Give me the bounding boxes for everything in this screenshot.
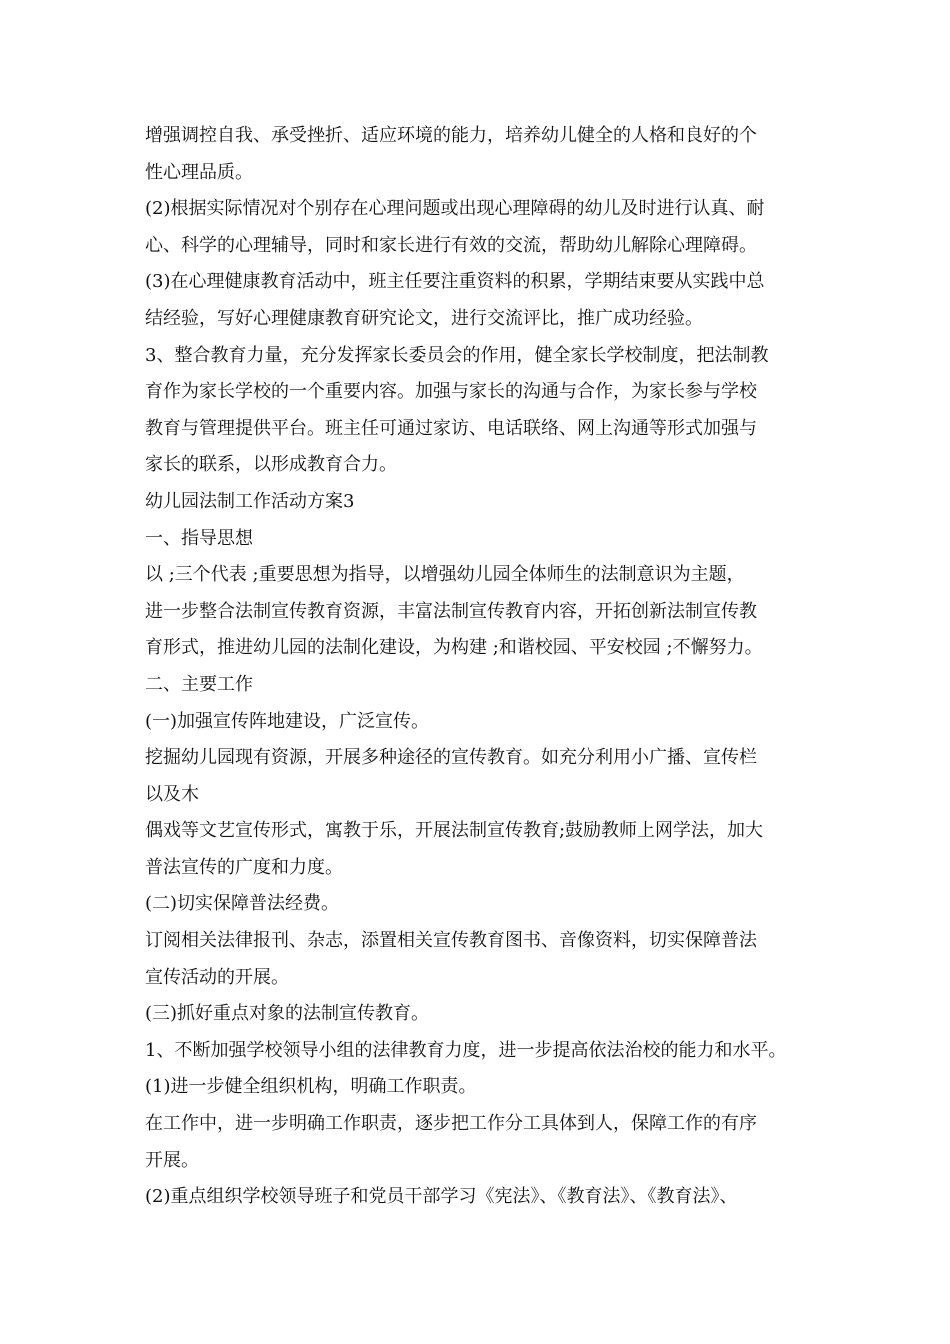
- text-line: 育作为家长学校的一个重要内容。加强与家长的沟通与合作，为家长参与学校: [145, 381, 757, 403]
- text-line: 一、指导思想: [145, 527, 253, 549]
- text-line: 订阅相关法律报刊、杂志，添置相关宣传教育图书、音像资料，切实保障普法: [145, 930, 757, 952]
- document-body: [145, 118, 835, 1216]
- text-line: 开展。: [145, 1149, 199, 1171]
- text-line: 3、整合教育力量，充分发挥家长委员会的作用，健全家长学校制度，把法制教: [145, 344, 769, 366]
- text-line: 挖掘幼儿园现有资源，开展多种途径的宣传教育。如充分利用小广播、宣传栏: [145, 747, 757, 769]
- text-line: 在工作中，进一步明确工作职责，逐步把工作分工具体到人，保障工作的有序: [145, 1113, 757, 1135]
- text-line: 以 ;三个代表 ;重要思想为指导，以增强幼儿园全体师生的法制意识为主题，: [145, 564, 745, 586]
- text-line: 进一步整合法制宣传教育资源，丰富法制宣传教育内容，开拓创新法制宣传教: [145, 600, 757, 622]
- text-line: (2)根据实际情况对个别存在心理问题或出现心理障碍的幼儿及时进行认真、耐: [145, 198, 765, 220]
- text-line: 宣传活动的开展。: [145, 966, 289, 988]
- text-line: (三)抓好重点对象的法制宣传教育。: [145, 1003, 430, 1025]
- text-line: (3)在心理健康教育活动中，班主任要注重资料的积累，学期结束要从实践中总: [145, 271, 765, 293]
- text-line: 二、主要工作: [145, 673, 253, 695]
- text-line: 育形式，推进幼儿园的法制化建设，为构建 ;和谐校园、平安校园 ;不懈努力。: [145, 637, 763, 659]
- text-line: (一)加强宣传阵地建设，广泛宣传。: [145, 710, 430, 732]
- text-line: (二)切实保障普法经费。: [145, 893, 340, 915]
- text-line: 性心理品质。: [145, 161, 253, 183]
- text-line: 普法宣传的广度和力度。: [145, 856, 343, 878]
- text-line: (1)进一步健全组织机构，明确工作职责。: [145, 1076, 477, 1098]
- text-line: 1、不断加强学校领导小组的法律教育力度，进一步提高依法治校的能力和水平。: [145, 1039, 787, 1061]
- text-line: 以及木: [145, 783, 199, 805]
- text-line: (2)重点组织学校领导班子和党员干部学习《宪法》、《教育法》、《教育法》、: [145, 1186, 738, 1208]
- text-line: 结经验，写好心理健康教育研究论文，进行交流评比，推广成功经验。: [145, 307, 703, 329]
- text-line: 家长的联系，以形成教育合力。: [145, 454, 397, 476]
- text-line: 增强调控自我、承受挫折、适应环境的能力，培养幼儿健全的人格和良好的个: [145, 125, 757, 146]
- text-line: 心、科学的心理辅导，同时和家长进行有效的交流，帮助幼儿解除心理障碍。: [145, 234, 757, 256]
- text-line: 偶戏等文艺宣传形式，寓教于乐，开展法制宣传教育;鼓励教师上网学法，加大: [145, 820, 764, 842]
- text-line: 教育与管理提供平台。班主任可通过家访、电话联络、网上沟通等形式加强与: [145, 417, 757, 439]
- text-line: 幼儿园法制工作活动方案3: [145, 490, 355, 512]
